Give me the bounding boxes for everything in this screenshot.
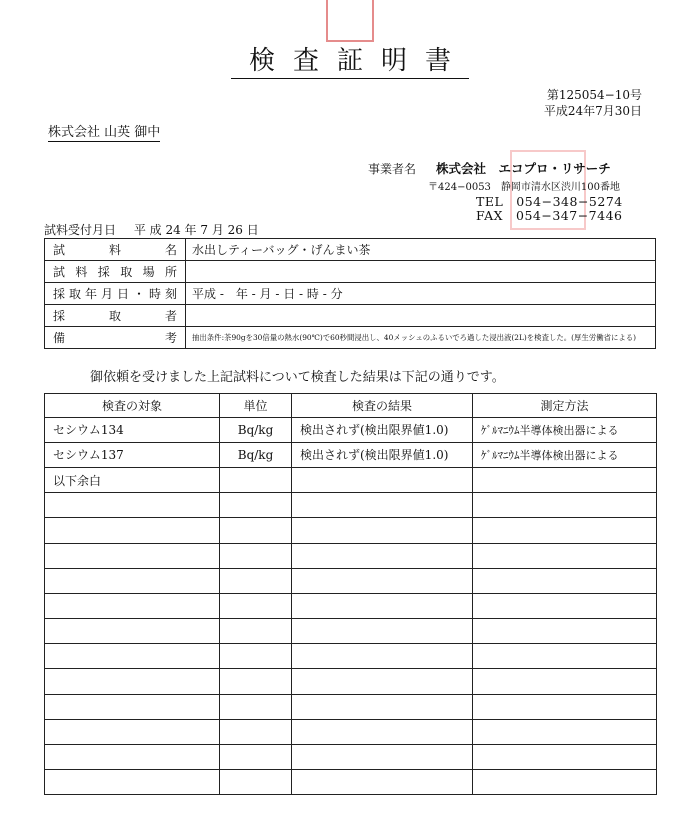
cell-unit: Bq/kg: [220, 442, 292, 467]
cell-result: [292, 568, 473, 593]
cell-result: [292, 644, 473, 669]
table-row: [45, 669, 657, 694]
sample-name-value: 水出しティーバッグ・げんまい茶: [186, 239, 656, 261]
sample-info-table: [44, 238, 656, 349]
sample-name-label: 試 料 名: [45, 239, 186, 261]
document-title: 検査証明書: [0, 40, 700, 77]
cell-target: [45, 593, 220, 618]
cell-target: [45, 568, 220, 593]
cell-target: セシウム134: [45, 417, 220, 442]
table-row: [45, 467, 657, 492]
cell-target: [45, 694, 220, 719]
cell-target: [45, 770, 220, 795]
cell-result: [292, 719, 473, 744]
cell-method: [473, 770, 657, 795]
cell-result: [292, 543, 473, 568]
sample-info-row: [45, 261, 656, 283]
cell-result: 検出されず(検出限界値1.0): [292, 442, 473, 467]
cell-method: [473, 669, 657, 694]
cell-unit: [220, 467, 292, 492]
cell-method: [473, 518, 657, 543]
cell-result: [292, 745, 473, 770]
cell-target: [45, 619, 220, 644]
sampling-datetime-value: 平成 - 年 - 月 - 日 - 時 - 分: [186, 283, 656, 305]
header-result: 検査の結果: [292, 394, 473, 418]
document-number: 第125054−10号: [546, 88, 642, 102]
cell-method: [473, 493, 657, 518]
cell-method: ｹﾞﾙﾏﾆｳﾑ半導体検出器による: [473, 442, 657, 467]
sample-info-row: [45, 239, 656, 261]
cell-unit: [220, 669, 292, 694]
cell-result: 検出されず(検出限界値1.0): [292, 417, 473, 442]
table-row: [45, 568, 657, 593]
cell-result: [292, 593, 473, 618]
cell-target: [45, 669, 220, 694]
sample-info-row: [45, 283, 656, 305]
cell-target: セシウム137: [45, 442, 220, 467]
table-row: [45, 417, 657, 442]
table-row: [45, 442, 657, 467]
sampling-datetime-label: 採取年月日・時刻: [45, 283, 186, 305]
cell-unit: Bq/kg: [220, 417, 292, 442]
cell-result: [292, 770, 473, 795]
cell-method: [473, 593, 657, 618]
cell-unit: [220, 568, 292, 593]
cell-unit: [220, 770, 292, 795]
sampler-label: 採 取 者: [45, 305, 186, 327]
document-date: 平成24年7月30日: [543, 104, 642, 118]
header-method: 測定方法: [473, 394, 657, 418]
cell-method: [473, 719, 657, 744]
table-row: [45, 518, 657, 543]
cell-unit: [220, 619, 292, 644]
sample-info-row: [45, 327, 656, 349]
result-statement: 御依頼を受けました上記試料について検査した結果は下記の通りです。: [90, 370, 505, 385]
receipt-label: 試料受付月日: [44, 223, 117, 237]
header-unit: 単位: [220, 394, 292, 418]
issuer-tel: TEL 054−348−5274: [476, 194, 623, 209]
sampling-place-value: [186, 261, 656, 283]
table-row: [45, 745, 657, 770]
issuer-address: 〒424−0053 静岡市清水区渋川100番地: [428, 182, 621, 193]
cell-unit: [220, 644, 292, 669]
cell-method: [473, 568, 657, 593]
header-target: 検査の対象: [45, 394, 220, 418]
sampling-place-label: 試料採取場所: [45, 261, 186, 283]
cell-result: [292, 694, 473, 719]
cell-method: [473, 745, 657, 770]
cell-method: [473, 467, 657, 492]
cell-method: [473, 543, 657, 568]
cell-target: 以下余白: [45, 467, 220, 492]
cell-result: [292, 619, 473, 644]
table-row: [45, 619, 657, 644]
cell-unit: [220, 694, 292, 719]
cell-target: [45, 493, 220, 518]
issuer-fax: FAX 054−347−7446: [476, 208, 623, 223]
receipt-value: 平 成 24 年 7 月 26 日: [133, 223, 259, 237]
table-row: [45, 644, 657, 669]
results-table: [44, 393, 657, 795]
cell-unit: [220, 518, 292, 543]
cell-method: [473, 644, 657, 669]
table-row: [45, 770, 657, 795]
cell-result: [292, 518, 473, 543]
cell-result: [292, 467, 473, 492]
receipt-date: [44, 221, 259, 238]
cell-unit: [220, 745, 292, 770]
seal-stamp-top: [326, 0, 374, 42]
table-row: [45, 719, 657, 744]
remarks-value: 抽出条件:茶90gを30倍量の熱水(90℃)で60秒間浸出し、40メッシュのふるいでろ過した浸出液(2L)を検査した。(厚生労働省による): [186, 327, 656, 349]
results-header-row: [45, 394, 657, 418]
sampler-value: [186, 305, 656, 327]
cell-target: [45, 543, 220, 568]
issuer-name: 株式会社 エコプロ・リサーチ: [436, 161, 611, 176]
cell-method: [473, 619, 657, 644]
cell-unit: [220, 593, 292, 618]
recipient: 株式会社 山英 御中: [48, 121, 160, 142]
cell-unit: [220, 543, 292, 568]
table-row: [45, 493, 657, 518]
table-row: [45, 694, 657, 719]
document-number-block: [544, 87, 642, 119]
cell-result: [292, 493, 473, 518]
sample-info-row: [45, 305, 656, 327]
cell-target: [45, 644, 220, 669]
issuer-label: 事業者名: [368, 162, 417, 176]
cell-method: [473, 694, 657, 719]
cell-unit: [220, 719, 292, 744]
cell-target: [45, 719, 220, 744]
cell-result: [292, 669, 473, 694]
table-row: [45, 593, 657, 618]
remarks-label: 備 考: [45, 327, 186, 349]
cell-target: [45, 518, 220, 543]
cell-target: [45, 745, 220, 770]
cell-method: ｹﾞﾙﾏﾆｳﾑ半導体検出器による: [473, 417, 657, 442]
cell-unit: [220, 493, 292, 518]
table-row: [45, 543, 657, 568]
